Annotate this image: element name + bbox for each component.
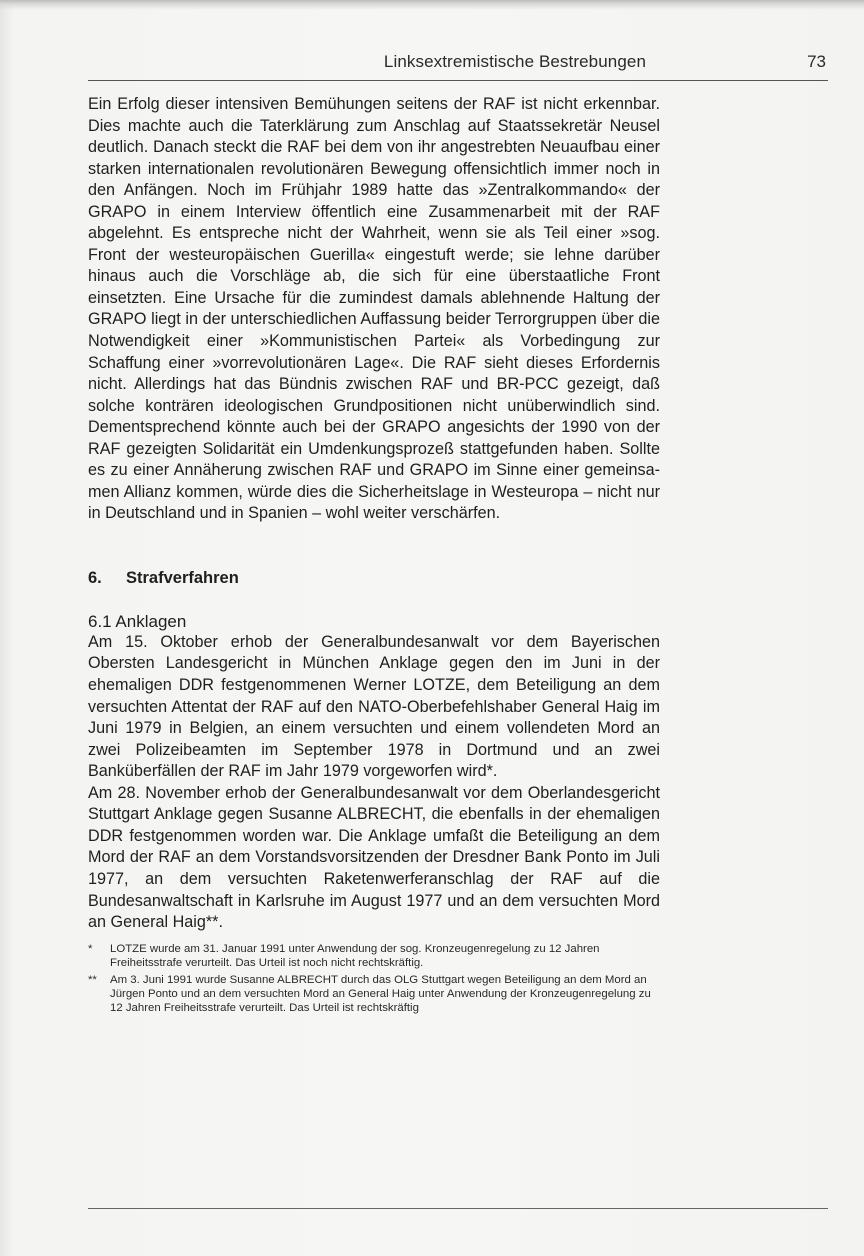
body-paragraph-albrecht: Am 28. November erhob der Generalbundesanwalt vor dem Oberlandesgericht Stuttgart Anklage gegen Susanne ALBRECHT, die ebenfalls in der ehemaligen DDR festgenommen worden war. Die Anklage umfaßt die Beteiligung an dem Mord der RAF an dem Vorstandsvorsitzenden der Dresdner Bank Ponto im Juli 1977, an dem versuchten Raketenwerferanschlag der RAF auf die Bundesanwaltschaft in Karlsruhe im August 1977 und an dem versuchten Mord an General Haig**. xyxy=(88,783,660,932)
footnote xyxy=(88,942,660,970)
footer-rule xyxy=(88,1208,828,1209)
running-header xyxy=(88,52,828,76)
footnote-mark: ** xyxy=(88,974,97,986)
body-paragraph-lotze: Am 15. Oktober erhob der Generalbundesanwalt vor dem Bayerischen Obersten Landesgericht in München Anklage gegen den im Juni in der ehemaligen DDR festgenommenen Werner LOTZE, dem Beteiligung an dem versuchten Attentat der RAF auf den NATO-Oberbefehlshaber General Haig im Juni 1979 in Belgien, an einem versuchten und einem vollendeten Mord an zwei Polizeibeamten im September 1978 in Dortmund und an zwei Banküberfällen der RAF im Jahr 1979 vorgeworfen wird*. xyxy=(88,632,660,781)
main-text xyxy=(88,94,660,1019)
section-heading xyxy=(88,567,660,589)
page-number: 73 xyxy=(807,52,826,71)
header-rule xyxy=(88,80,828,81)
body-paragraph-raf-grapo: Ein Erfolg dieser intensiven Bemühungen seitens der RAF ist nicht erkennbar. Dies machte auch die Taterklärung zum Anschlag auf Staatssekretär Neusel deutlich. Danach steckt die RAF bei dem von ihr angestrebten Neuaufbau einer starken internationalen revolutionären Bewegung offensichtlich immer noch in den Anfängen. Noch im Frühjahr 1989 hatte das »Zentralkommando« der GRAPO in einem Interview öffentlich eine Zusammenarbeit mit der RAF abgelehnt. Es entspreche nicht der Wahrheit, wenn sie als Teil einer »sog. Front der westeuropäischen Guerilla« eingestuft werde; sie lehne darüber hinaus auch die Vorschläge ab, die sich für eine überstaatliche Front einsetzten. Eine Ursache für die zumindest damals ablehnende Haltung der GRAPO liegt in der unterschiedlichen Auffassung beider Terrorgruppen über die Notwendigkeit einer »Kommunistischen Partei« als Vorbedingung zur Schaffung einer »vorrevolutionären Lage«. Die RAF sieht dieses Erfordernis nicht. Allerdings hat das Bündnis zwischen RAF und BR-PCC gezeigt, daß solche konträren ideologischen Grundpositionen nicht unüberwindlich sind. Dementsprechend könnte auch bei der GRAPO angesichts der 1990 von der RAF gezeigten Solidarität ein Umdenkungsprozeß stattgefunden haben. Sollte es zu einer Annäherung zwischen RAF und GRAPO im Sinne einer gemeinsamen Allianz kommen, würde dies die Sicherheitslage in Westeuropa – nicht nur in Deutschland und in Spanien – wohl weiter verschärfen. xyxy=(88,95,660,523)
running-header-title: Linksextremistische Bestrebungen xyxy=(383,52,646,71)
footnote-text: LOTZE wurde am 31. Januar 1991 unter Anwendung der sog. Kronzeugenregelung zu 12 Jahren Freiheitsstrafe verurteilt. Das Urteil ist noch nicht rechtskräftig. xyxy=(110,942,600,969)
section-number: 6. xyxy=(88,568,102,587)
footnote-mark: * xyxy=(88,942,93,955)
subsection-heading: 6.1 Anklagen xyxy=(88,611,187,631)
footnote xyxy=(88,973,660,1016)
section-title: Strafverfahren xyxy=(126,568,239,587)
scan-edge-shadow xyxy=(0,0,864,10)
footnote-text: Am 3. Juni 1991 wurde Susanne ALBRECHT durch das OLG Stuttgart wegen Beteiligung an dem Mord an Jürgen Ponto und an dem versuchten Mord an General Haig unter Anwendung der Kronzeugenregelung zu 12 Jahren Freiheitsstrafe verurteilt. Das Urteil ist rechtskräftig xyxy=(110,974,651,1015)
footnotes xyxy=(88,942,660,1016)
